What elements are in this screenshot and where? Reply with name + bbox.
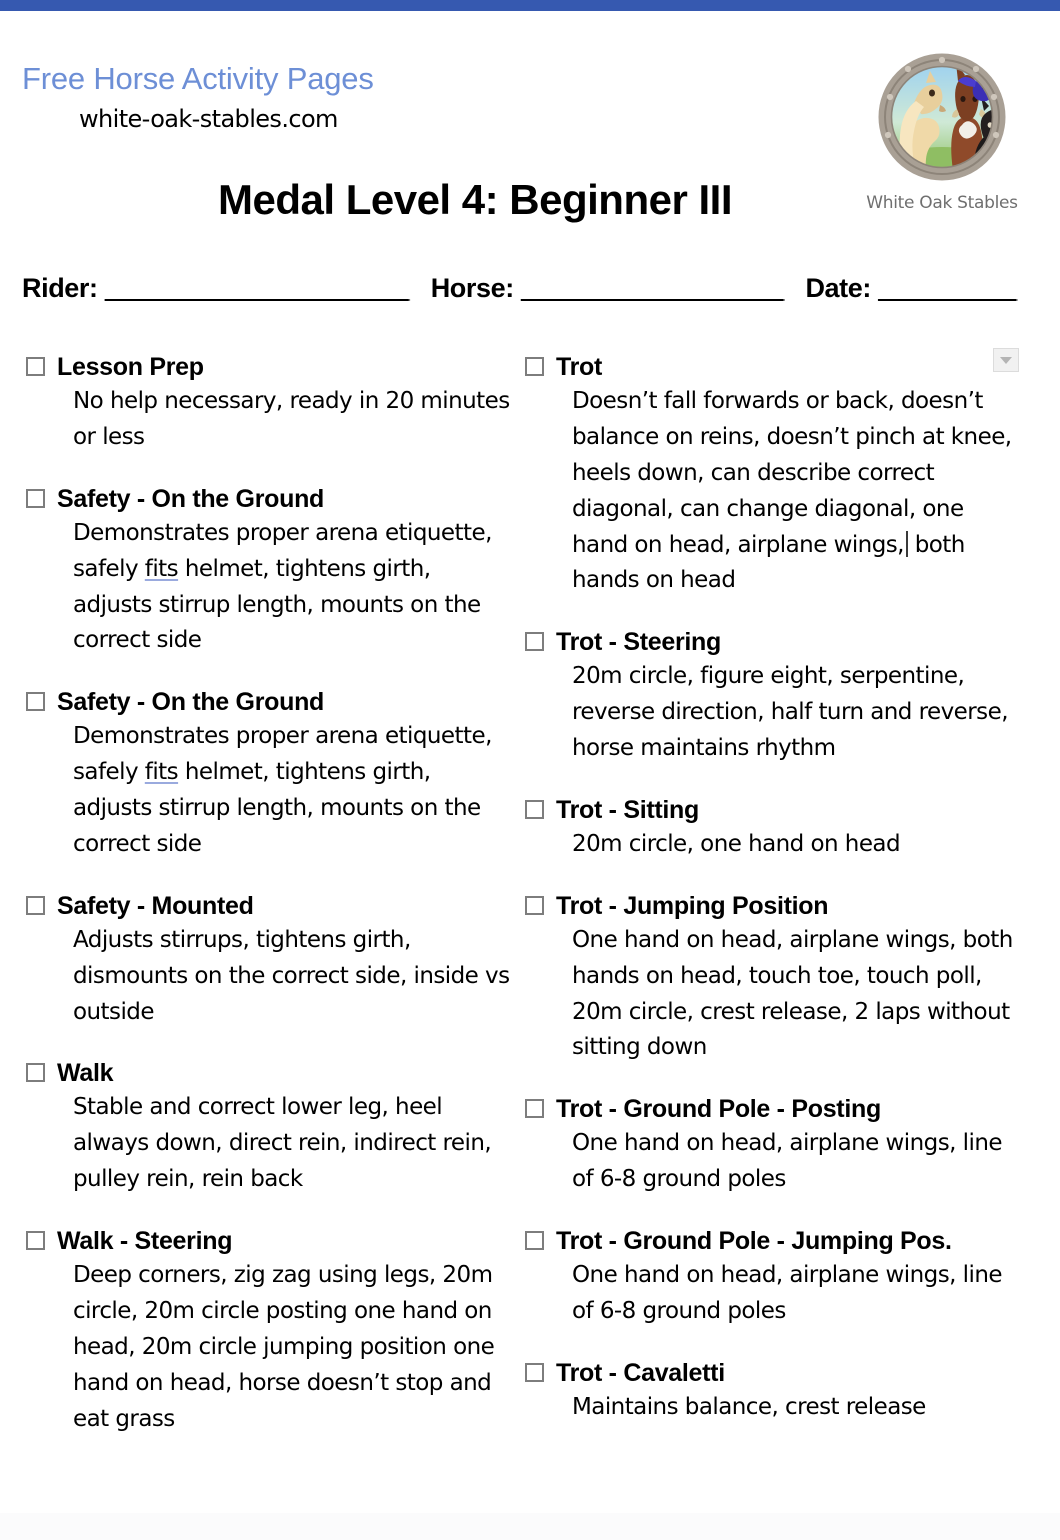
checklist-item-header: [525, 352, 1025, 382]
checklist-item-description: One hand on head, airplane wings, both hands on head, touch toe, touch poll, 20m circle, crest release, 2 laps without sitting down: [572, 926, 1013, 1061]
description-text-before: Demonstrates proper arena etiquette, safely: [73, 519, 492, 582]
brand-title-link[interactable]: Free Horse Activity Pages: [22, 61, 374, 96]
checklist-item: [525, 891, 1025, 1067]
spellcheck-flagged-word[interactable]: fits: [144, 555, 179, 582]
rider-field[interactable]: [22, 273, 409, 303]
checklist-item-description: One hand on head, airplane wings, line of 6-8 ground poles: [572, 1262, 1002, 1324]
checklist-item-title: Safety - On the Ground: [57, 688, 325, 717]
checkbox-right-4[interactable]: [525, 1099, 544, 1118]
checklist-item-description: [73, 516, 516, 660]
checklist-item-header: [525, 627, 1025, 657]
checklist-item-title: Trot - Ground Pole - Posting: [556, 1095, 881, 1124]
checkbox-left-3[interactable]: [26, 896, 45, 915]
checklist-item-description: [73, 719, 516, 863]
checkbox-right-6[interactable]: [525, 1363, 544, 1382]
checklist-item-description: Maintains balance, crest release: [572, 1393, 926, 1420]
checklist-item-description: Deep corners, zig zag using legs, 20m circle, 20m circle posting one hand on head, 20m circle jumping position one hand on head, horse doesn’t stop and eat grass: [73, 1262, 495, 1432]
checklist-item: [26, 484, 516, 660]
checklist-item-header: [26, 484, 516, 514]
page-title: Medal Level 4: Beginner III: [218, 176, 732, 223]
horse-field[interactable]: [431, 273, 784, 303]
checkbox-left-5[interactable]: [26, 1231, 45, 1250]
checklist-item-title: Trot - Ground Pole - Jumping Pos.: [556, 1227, 952, 1255]
checklist-item-title: Trot: [556, 353, 603, 381]
checklist-item-header: [525, 1094, 1025, 1124]
checkbox-right-0[interactable]: [525, 357, 544, 376]
description-text-after: helmet, tightens girth, adjusts stirrup length, mounts on the correct side: [73, 555, 481, 654]
description-text-after: both hands on head: [572, 531, 965, 594]
checklist-item-description: [572, 384, 1025, 599]
rider-blank[interactable]: ______________________: [104, 273, 409, 303]
checklist-item-header: [525, 795, 1025, 825]
checkbox-right-3[interactable]: [525, 896, 544, 915]
checklist-item-title: Lesson Prep: [57, 353, 204, 381]
checklist-column-left: [26, 352, 516, 1465]
logo-caption: White Oak Stables: [866, 193, 1018, 213]
checklist-item-title: Trot - Sitting: [556, 795, 699, 824]
checklist-item: [26, 891, 516, 1031]
date-field[interactable]: [805, 273, 1016, 303]
checklist-item-title: Walk - Steering: [57, 1227, 233, 1255]
checklist-item-title: Walk: [57, 1059, 114, 1088]
checklist-item-header: [26, 352, 516, 382]
horseshoe-horses-logo-icon: [870, 47, 1015, 192]
checklist-item-description: 20m circle, one hand on head: [572, 830, 901, 857]
checklist-item: [26, 1226, 516, 1437]
checklist-item-header: [26, 687, 516, 717]
checklist-item: [525, 1358, 1025, 1426]
checkbox-left-2[interactable]: [26, 692, 45, 711]
top-blue-bar: [0, 0, 1060, 11]
checklist-item-header: [26, 891, 516, 921]
checklist-item: [525, 795, 1025, 863]
checklist-item-title: Trot - Jumping Position: [556, 891, 829, 920]
checklist-item: [525, 1226, 1025, 1330]
form-fields-row: [22, 273, 1022, 304]
description-text-before: Doesn’t fall forwards or back, doesn’t balance on reins, doesn’t pinch at knee, heels down, can describe correct diagonal, can change diagonal, one hand on head, airplane wings,: [572, 388, 1012, 558]
checkbox-left-1[interactable]: [26, 489, 45, 508]
checklist-item: [26, 352, 516, 456]
checklist-item-header: [525, 891, 1025, 921]
checklist-item-title: Safety - Mounted: [57, 891, 254, 920]
checkbox-right-5[interactable]: [525, 1231, 544, 1250]
brand-block: [22, 63, 622, 133]
checklist-item-description: Stable and correct lower leg, heel always down, direct rein, indirect rein, pulley rein, rein back: [73, 1094, 492, 1193]
checklist-item: [525, 1094, 1025, 1198]
rider-label: Rider:: [22, 273, 98, 303]
checklist-item-header: [26, 1226, 516, 1256]
checklist-item: [26, 1058, 516, 1198]
date-blank[interactable]: __________: [878, 273, 1017, 303]
date-label: Date:: [805, 273, 871, 303]
checklist-item-header: [525, 1226, 1025, 1256]
checklist-item-title: Trot - Steering: [556, 628, 721, 657]
checklist-column-right: [525, 352, 1025, 1454]
checkbox-left-0[interactable]: [26, 357, 45, 376]
checklist-item-title: Trot - Cavaletti: [556, 1358, 725, 1387]
checklist-item-description: Adjusts stirrups, tightens girth, dismounts on the correct side, inside vs outside: [73, 926, 510, 1025]
checkbox-right-1[interactable]: [525, 632, 544, 651]
checklist-item-title: Safety - On the Ground: [57, 484, 325, 513]
checklist-item-header: [525, 1358, 1025, 1388]
checkbox-left-4[interactable]: [26, 1063, 45, 1082]
checklist-item: [26, 687, 516, 863]
description-text-before: Demonstrates proper arena etiquette, safely: [73, 723, 492, 786]
checklist-item-description: 20m circle, figure eight, serpentine, reverse direction, half turn and reverse, horse maintains rhythm: [572, 663, 1008, 761]
checklist-item-header: [26, 1058, 516, 1088]
checkbox-right-2[interactable]: [525, 800, 544, 819]
checklist-item-description: One hand on head, airplane wings, line of 6-8 ground poles: [572, 1130, 1002, 1193]
horse-blank[interactable]: ___________________: [520, 273, 784, 303]
spellcheck-flagged-word[interactable]: fits: [144, 759, 179, 786]
description-text-after: helmet, tightens girth, adjusts stirrup length, mounts on the correct side: [73, 759, 481, 857]
checklist-item: [525, 352, 1025, 599]
horse-label: Horse:: [430, 273, 514, 303]
brand-domain-text: white-oak-stables.com: [79, 105, 338, 133]
checklist-item-description: No help necessary, ready in 20 minutes or less: [73, 388, 510, 450]
page-bottom-edge: [0, 1513, 1060, 1540]
checklist-item: [525, 627, 1025, 767]
